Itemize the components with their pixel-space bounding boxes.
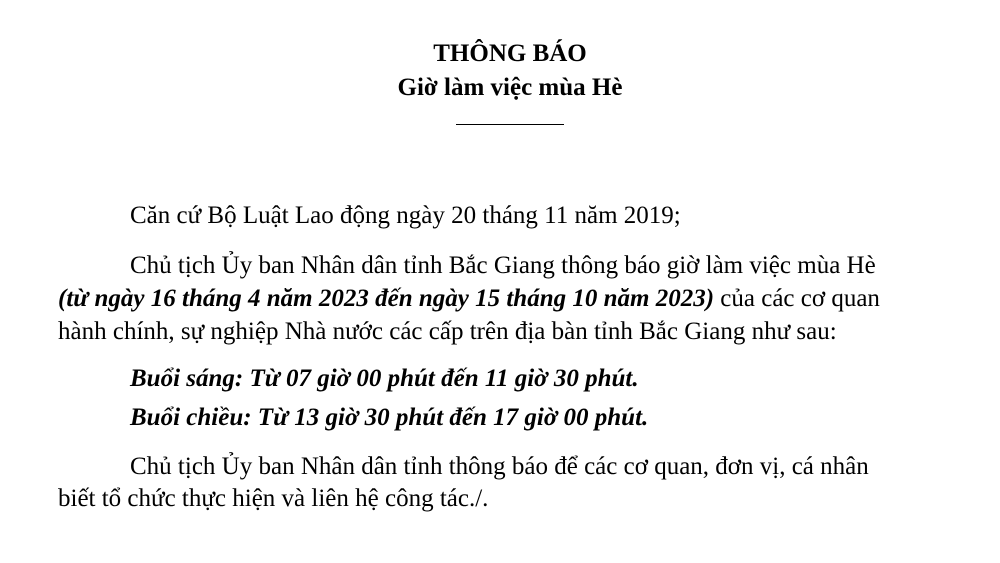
document-subtitle: Giờ làm việc mùa Hè <box>397 74 623 101</box>
document-title: THÔNG BÁO <box>433 40 587 67</box>
closing-line-1: Chủ tịch Ủy ban Nhân dân tỉnh thông báo để các cơ quan, đơn vị, cá nhân <box>130 453 869 480</box>
afternoon-hours: Buổi chiều: Từ 13 giờ 30 phút đến 17 giờ 00 phút. <box>130 404 649 431</box>
announcement-line-1: Chủ tịch Ủy ban Nhân dân tỉnh Bắc Giang thông báo giờ làm việc mùa Hè <box>130 252 876 279</box>
announcement-line-2 <box>58 283 880 315</box>
closing-line-2: biết tổ chức thực hiện và liên hệ công tác./. <box>58 485 489 512</box>
effective-period: (từ ngày 16 tháng 4 năm 2023 đến ngày 15 tháng 10 năm 2023) <box>58 285 715 312</box>
announcement-line-2-rest: của các cơ quan <box>714 285 880 312</box>
title-underline <box>456 124 564 125</box>
legal-basis-paragraph: Căn cứ Bộ Luật Lao động ngày 20 tháng 11 năm 2019; <box>130 202 681 229</box>
morning-hours: Buổi sáng: Từ 07 giờ 00 phút đến 11 giờ 30 phút. <box>130 365 639 392</box>
announcement-line-3: hành chính, sự nghiệp Nhà nước các cấp trên địa bàn tỉnh Bắc Giang như sau: <box>58 318 837 345</box>
